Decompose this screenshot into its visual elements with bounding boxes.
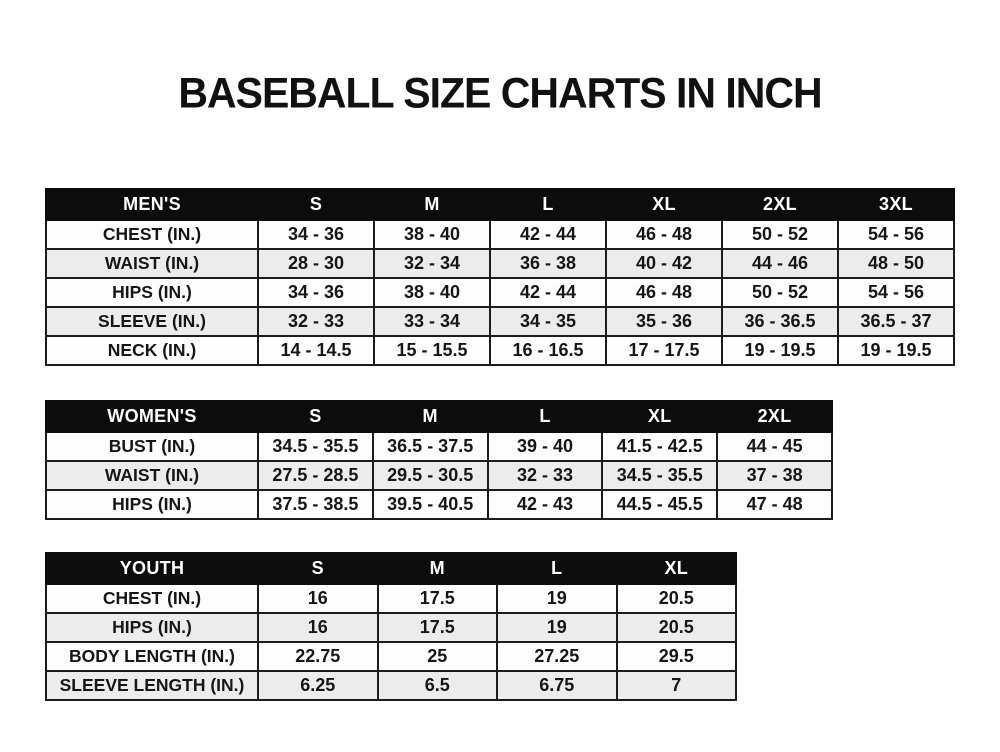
value-cell: 34 - 36 bbox=[258, 220, 374, 249]
youth-header-size-s: S bbox=[258, 553, 378, 584]
value-cell: 19 bbox=[497, 613, 617, 642]
value-cell: 35 - 36 bbox=[606, 307, 722, 336]
value-cell: 34 - 36 bbox=[258, 278, 374, 307]
value-cell: 36.5 - 37 bbox=[838, 307, 954, 336]
value-cell: 44 - 46 bbox=[722, 249, 838, 278]
value-cell: 50 - 52 bbox=[722, 278, 838, 307]
row-label-cell: NECK (IN.) bbox=[46, 336, 258, 365]
value-cell: 39 - 40 bbox=[488, 432, 603, 461]
row-label-cell: HIPS (IN.) bbox=[46, 613, 258, 642]
value-cell: 27.5 - 28.5 bbox=[258, 461, 373, 490]
mens-header-size-l: L bbox=[490, 189, 606, 220]
value-cell: 42 - 44 bbox=[490, 278, 606, 307]
value-cell: 22.75 bbox=[258, 642, 378, 671]
value-cell: 38 - 40 bbox=[374, 278, 490, 307]
value-cell: 17 - 17.5 bbox=[606, 336, 722, 365]
value-cell: 27.25 bbox=[497, 642, 617, 671]
value-cell: 46 - 48 bbox=[606, 278, 722, 307]
value-cell: 15 - 15.5 bbox=[374, 336, 490, 365]
row-label-cell: CHEST (IN.) bbox=[46, 584, 258, 613]
row-label-cell: BODY LENGTH (IN.) bbox=[46, 642, 258, 671]
womens-header-size-m: M bbox=[373, 401, 488, 432]
mens-header-size-xl: XL bbox=[606, 189, 722, 220]
row-label-cell: WAIST (IN.) bbox=[46, 249, 258, 278]
table-row bbox=[46, 642, 736, 671]
value-cell: 32 - 33 bbox=[258, 307, 374, 336]
value-cell: 34 - 35 bbox=[490, 307, 606, 336]
page-title: BASEBALL SIZE CHARTS IN INCH bbox=[178, 69, 822, 117]
value-cell: 19 - 19.5 bbox=[838, 336, 954, 365]
womens-table bbox=[45, 400, 833, 520]
mens-header-size-m: M bbox=[374, 189, 490, 220]
value-cell: 36 - 38 bbox=[490, 249, 606, 278]
value-cell: 20.5 bbox=[617, 584, 737, 613]
value-cell: 37.5 - 38.5 bbox=[258, 490, 373, 519]
value-cell: 14 - 14.5 bbox=[258, 336, 374, 365]
youth-header-row bbox=[46, 553, 736, 584]
value-cell: 19 - 19.5 bbox=[722, 336, 838, 365]
table-row bbox=[46, 278, 954, 307]
value-cell: 42 - 43 bbox=[488, 490, 603, 519]
value-cell: 6.25 bbox=[258, 671, 378, 700]
value-cell: 48 - 50 bbox=[838, 249, 954, 278]
value-cell: 29.5 bbox=[617, 642, 737, 671]
value-cell: 17.5 bbox=[378, 613, 498, 642]
row-label-cell: SLEEVE LENGTH (IN.) bbox=[46, 671, 258, 700]
value-cell: 47 - 48 bbox=[717, 490, 832, 519]
value-cell: 29.5 - 30.5 bbox=[373, 461, 488, 490]
mens-header-label: MEN'S bbox=[46, 189, 258, 220]
value-cell: 34.5 - 35.5 bbox=[258, 432, 373, 461]
value-cell: 34.5 - 35.5 bbox=[602, 461, 717, 490]
youth-header-size-l: L bbox=[497, 553, 617, 584]
value-cell: 46 - 48 bbox=[606, 220, 722, 249]
youth-header-size-xl: XL bbox=[617, 553, 737, 584]
value-cell: 42 - 44 bbox=[490, 220, 606, 249]
value-cell: 16 bbox=[258, 613, 378, 642]
value-cell: 25 bbox=[378, 642, 498, 671]
mens-header-size-3xl: 3XL bbox=[838, 189, 954, 220]
value-cell: 28 - 30 bbox=[258, 249, 374, 278]
mens-header-size-s: S bbox=[258, 189, 374, 220]
row-label-cell: WAIST (IN.) bbox=[46, 461, 258, 490]
womens-size-table bbox=[45, 400, 833, 520]
mens-table bbox=[45, 188, 955, 366]
table-row bbox=[46, 671, 736, 700]
table-row bbox=[46, 220, 954, 249]
value-cell: 16 bbox=[258, 584, 378, 613]
value-cell: 39.5 - 40.5 bbox=[373, 490, 488, 519]
value-cell: 50 - 52 bbox=[722, 220, 838, 249]
womens-header-size-l: L bbox=[488, 401, 603, 432]
womens-header-size-2xl: 2XL bbox=[717, 401, 832, 432]
youth-header-size-m: M bbox=[378, 553, 498, 584]
row-label-cell: SLEEVE (IN.) bbox=[46, 307, 258, 336]
youth-header-label: YOUTH bbox=[46, 553, 258, 584]
table-row bbox=[46, 249, 954, 278]
value-cell: 20.5 bbox=[617, 613, 737, 642]
value-cell: 36.5 - 37.5 bbox=[373, 432, 488, 461]
womens-header-size-xl: XL bbox=[602, 401, 717, 432]
value-cell: 17.5 bbox=[378, 584, 498, 613]
value-cell: 41.5 - 42.5 bbox=[602, 432, 717, 461]
womens-header-label: WOMEN'S bbox=[46, 401, 258, 432]
mens-header-row bbox=[46, 189, 954, 220]
value-cell: 38 - 40 bbox=[374, 220, 490, 249]
table-row bbox=[46, 432, 832, 461]
value-cell: 19 bbox=[497, 584, 617, 613]
table-row bbox=[46, 461, 832, 490]
womens-header-row bbox=[46, 401, 832, 432]
value-cell: 6.75 bbox=[497, 671, 617, 700]
value-cell: 6.5 bbox=[378, 671, 498, 700]
table-row bbox=[46, 613, 736, 642]
row-label-cell: BUST (IN.) bbox=[46, 432, 258, 461]
table-row bbox=[46, 490, 832, 519]
value-cell: 54 - 56 bbox=[838, 220, 954, 249]
value-cell: 44 - 45 bbox=[717, 432, 832, 461]
value-cell: 44.5 - 45.5 bbox=[602, 490, 717, 519]
value-cell: 37 - 38 bbox=[717, 461, 832, 490]
value-cell: 33 - 34 bbox=[374, 307, 490, 336]
table-row bbox=[46, 584, 736, 613]
value-cell: 54 - 56 bbox=[838, 278, 954, 307]
row-label-cell: CHEST (IN.) bbox=[46, 220, 258, 249]
youth-table bbox=[45, 552, 737, 701]
value-cell: 32 - 33 bbox=[488, 461, 603, 490]
value-cell: 16 - 16.5 bbox=[490, 336, 606, 365]
mens-size-table bbox=[45, 188, 955, 366]
table-row bbox=[46, 336, 954, 365]
row-label-cell: HIPS (IN.) bbox=[46, 490, 258, 519]
value-cell: 32 - 34 bbox=[374, 249, 490, 278]
row-label-cell: HIPS (IN.) bbox=[46, 278, 258, 307]
table-row bbox=[46, 307, 954, 336]
womens-header-size-s: S bbox=[258, 401, 373, 432]
value-cell: 7 bbox=[617, 671, 737, 700]
value-cell: 36 - 36.5 bbox=[722, 307, 838, 336]
youth-size-table bbox=[45, 552, 737, 701]
value-cell: 40 - 42 bbox=[606, 249, 722, 278]
mens-header-size-2xl: 2XL bbox=[722, 189, 838, 220]
